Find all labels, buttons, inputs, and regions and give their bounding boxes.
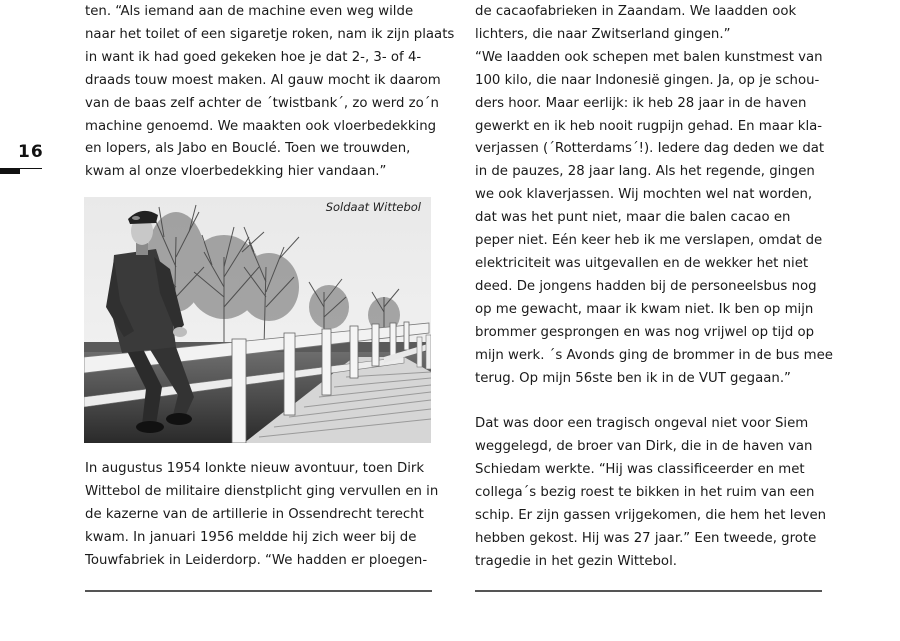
text-line: Schiedam werkte. “Hij was classificeerder en met: [475, 462, 805, 478]
text-line: collega´s bezig roest te bikken in het ruim van een: [475, 485, 815, 501]
text-line: verjassen (´Rotterdams´!). Iedere dag deden we dat: [475, 141, 825, 157]
text-line: op me gewacht, maar ik kwam niet. Ik ben op mijn: [475, 301, 814, 317]
text-line: kwam. In januari 1956 meldde hij zich weer bij de: [85, 529, 417, 545]
text-line: Wittebol de militaire dienstplicht ging vervullen en in: [85, 483, 439, 499]
text-line: in de pauzes, 28 jaar lang. Als het regende, gingen: [475, 164, 815, 180]
text-line: draads touw moest maken. Al gauw mocht ik daarom: [85, 72, 441, 88]
text-line: de cacaofabrieken in Zaandam. We laadden ook: [475, 4, 797, 19]
text-line: Dat was door een tragisch ongeval niet voor Siem: [475, 416, 809, 432]
text-line: in want ik had goed gekeken hoe je dat 2-, 3- of 4-: [85, 49, 422, 65]
text-line: van de baas zelf achter de ´twistbank´, zo werd zo´n: [85, 95, 439, 111]
text-line: kwam al onze vloerbedekking hier vandaan.”: [85, 164, 387, 180]
text-line: “We laadden ook schepen met balen kunstmest van: [475, 49, 823, 65]
text-line: Touwfabriek in Leiderdorp. “We hadden er ploegen-: [85, 552, 428, 568]
right-footer-rule: [475, 590, 822, 592]
text-line: ders hoor. Maar eerlijk: ik heb 28 jaar in de haven: [475, 95, 807, 111]
soldier-photo: [84, 197, 431, 443]
text-line: naar het toilet of een sigaretje roken, nam ik zijn plaats: [85, 26, 455, 42]
text-line: dat was het punt niet, maar die balen cacao en: [475, 210, 791, 226]
paragraph: [475, 1, 833, 390]
text-line: we ook klaverjassen. Wij mochten wel nat worden,: [475, 187, 813, 203]
page-number: 16: [18, 142, 44, 162]
text-line: gewerkt en ik heb nooit rugpijn gehad. En maar kla-: [475, 118, 823, 134]
text-line: elektriciteit was uitgevallen en de wekker het niet: [475, 255, 809, 271]
text-line: en lopers, als Jabo en Bouclé. Toen we trouwden,: [85, 141, 411, 157]
text-line: lichters, die naar Zwitserland gingen.”: [475, 26, 731, 42]
left-footer-rule: [85, 590, 432, 592]
text-line: tragedie in het gezin Wittebol.: [475, 553, 677, 569]
text-line: In augustus 1954 lonkte nieuw avontuur, toen Dirk: [85, 461, 425, 476]
text-line: weggelegd, de broer van Dirk, die in de haven van: [475, 439, 813, 455]
text-line: hebben gekost. Hij was 27 jaar.” Een tweede, grote: [475, 530, 817, 546]
text-line: 100 kilo, die naar Indonesië gingen. Ja, op je schou-: [475, 72, 820, 88]
text-line: schip. Er zijn gassen vrijgekomen, die hem het leven: [475, 508, 827, 524]
text-line: mijn werk. ´s Avonds ging de brommer in de bus mee: [475, 347, 833, 363]
text-line: peper niet. Eén keer heb ik me verslapen, omdat de: [475, 233, 823, 249]
text-line: ten. “Als iemand aan de machine even weg wilde: [85, 4, 414, 19]
left-column-bottom-text: [85, 458, 439, 573]
right-column-text: [475, 1, 833, 574]
text-line: deed. De jongens hadden bij de personeelsbus nog: [475, 278, 817, 294]
text-line: de kazerne van de artillerie in Ossendrecht terecht: [85, 506, 424, 522]
text-line: brommer gesprongen en was nog vrijwel op tijd op: [475, 324, 815, 340]
paragraph: [475, 413, 825, 573]
page-marker: [0, 168, 42, 174]
text-line: machine genoemd. We maakten ook vloerbedekking: [85, 118, 437, 134]
text-line: terug. Op mijn 56ste ben ik in de VUT gegaan.”: [475, 370, 791, 386]
left-column-top-text: [85, 1, 455, 184]
photo-caption: Soldaat Wittebol: [325, 200, 421, 214]
